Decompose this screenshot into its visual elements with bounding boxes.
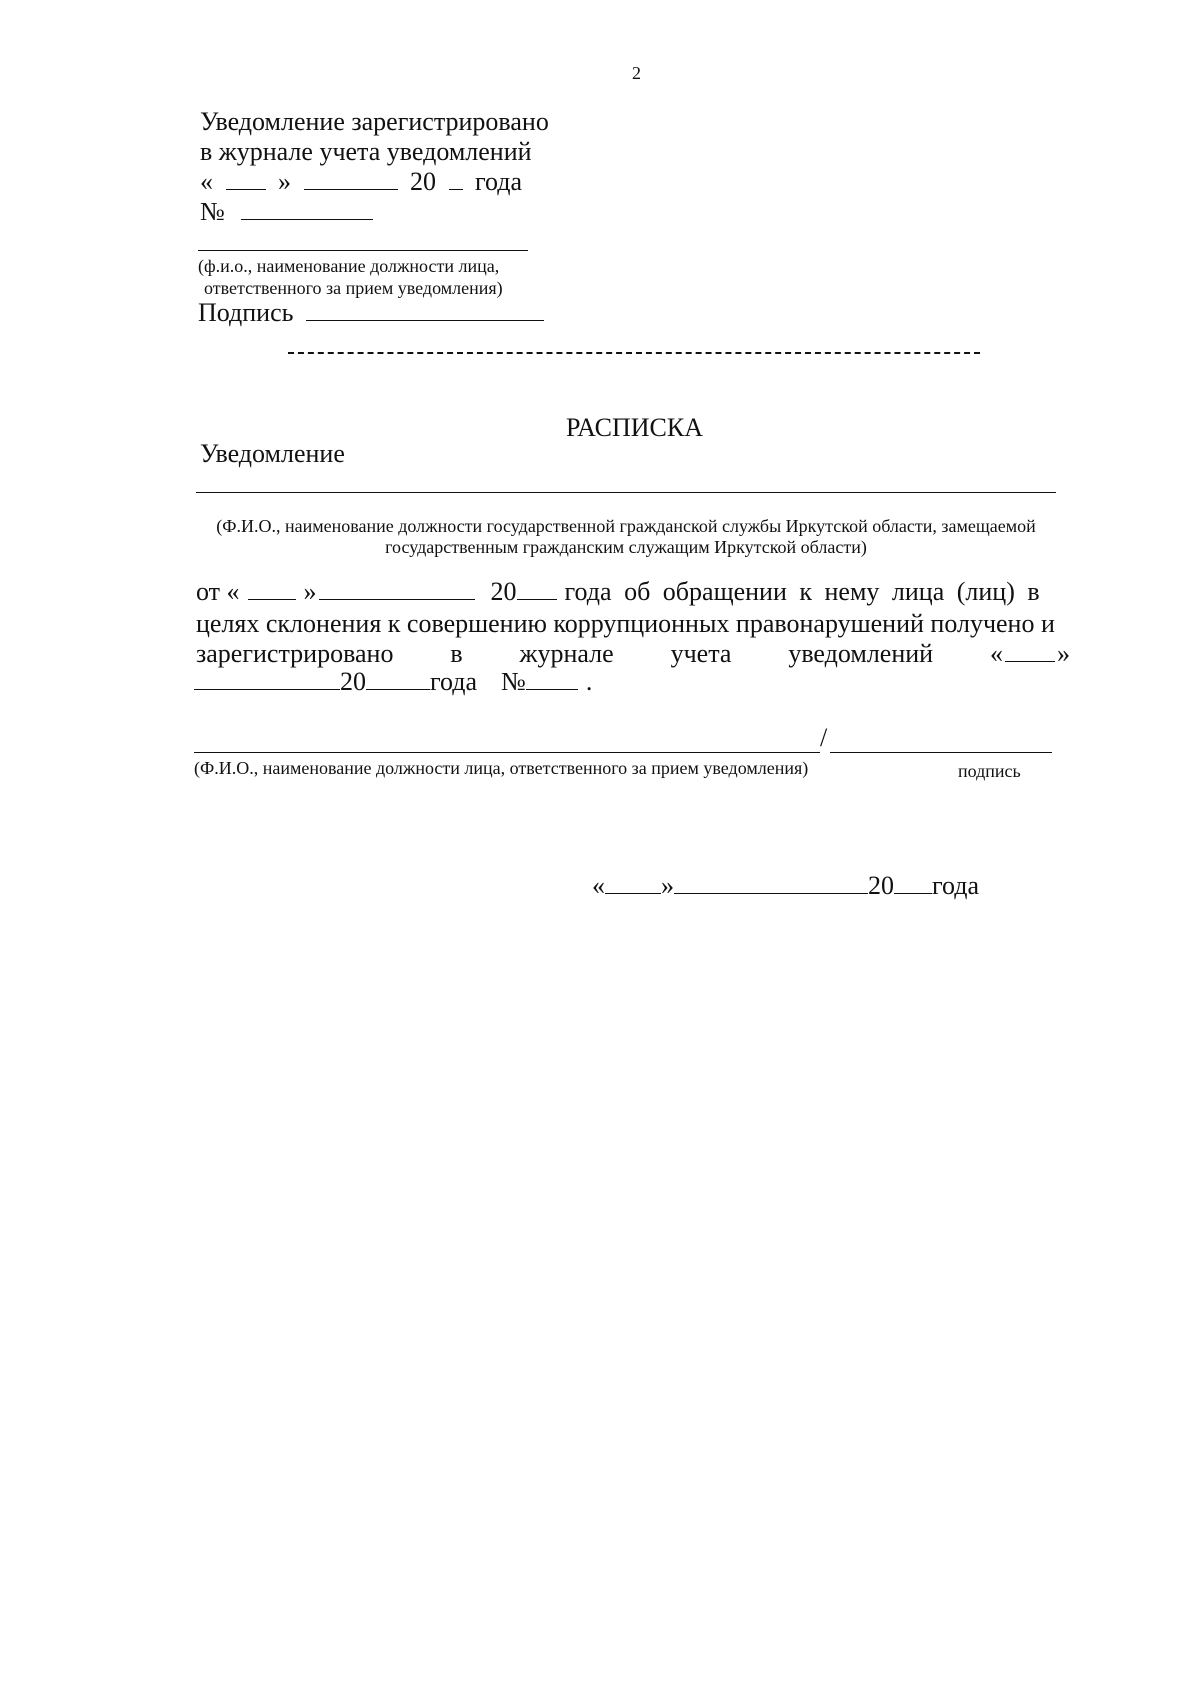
year-prefix: 20 [410,167,436,196]
body-from: от « [196,577,240,606]
signature-label: Подпись [198,298,294,327]
body-line4-goda: года [430,667,478,696]
body-line-4 [194,666,592,698]
body-line4-end: . [585,667,593,696]
responsible-signature-line[interactable] [830,752,1052,753]
final-month-field[interactable] [674,871,868,894]
body-line3-open-quote: « [989,639,1003,668]
final-year: 20 [868,871,894,900]
body-line4-number-sign: № [501,667,526,696]
year-field[interactable] [449,167,463,190]
cut-line [288,352,980,354]
body-day-field[interactable] [248,577,296,600]
responsible-caption-1: (ф.и.о., наименование должности лица, [198,256,500,276]
body-year: 20 [490,577,517,606]
receipt-title: РАСПИСКА [566,413,703,442]
responsible-name-line[interactable] [198,250,528,251]
signature-caption: подпись [958,761,1021,781]
body-line-2: целях склонения к совершению коррупционных правонарушений получено и [196,609,1055,638]
number-sign: № [200,197,225,226]
date-open-quote: « [200,167,213,196]
body-month-field[interactable] [319,577,475,600]
page-number: 2 [632,63,641,83]
responsible-caption: (Ф.И.О., наименование должности лица, ответственного за прием уведомления) [194,758,809,778]
position-caption-1: (Ф.И.О., наименование должности государственной гражданской службы Иркутской области, замещаемой [216,516,1036,536]
final-open-quote: « [592,871,605,900]
date-close-quote: » [278,167,291,196]
signature-field[interactable] [306,298,544,321]
body-word-registered: зарегистрировано [196,639,394,668]
body-word-notices: уведомлений [788,639,934,668]
body-line3-date [990,638,1070,670]
slash-separator: / [820,723,828,752]
final-day-field[interactable] [605,871,661,894]
signature-row [198,297,544,329]
body-line3-close-quote: » [1056,639,1070,668]
body-word-journal: журнале [519,639,614,668]
body-line4-year-field[interactable] [366,667,430,690]
year-suffix: года [475,167,523,196]
body-line-1 [196,576,1070,608]
body-line4-year: 20 [340,667,366,696]
notice-position-line[interactable] [196,492,1056,493]
position-caption-2: государственным гражданским служащим Иркутской области) [385,537,867,557]
final-goda: года [932,871,980,900]
responsible-fio-line[interactable] [194,752,820,753]
registration-date-row [200,166,522,198]
final-date-row [592,870,979,902]
body-close-quote: » [303,577,317,606]
body-word-accounting: учета [670,639,732,668]
body-line4-month-field[interactable] [194,667,340,690]
final-close-quote: » [661,871,674,900]
body-year-field[interactable] [517,577,557,600]
body-line3-day-field[interactable] [1005,639,1055,662]
month-field[interactable] [304,167,398,190]
registration-line-1: Уведомление зарегистрировано [200,107,549,136]
notice-label: Уведомление [200,439,345,468]
registration-line-2: в журнале учета уведомлений [200,137,532,166]
body-rest-1: года об обращении к нему лица (лиц) в [564,577,1040,606]
final-year-field[interactable] [894,871,932,894]
responsible-caption-2: ответственного за прием уведомления) [204,278,503,298]
registration-number-row [200,196,373,228]
day-field[interactable] [226,167,266,190]
registration-number-field[interactable] [241,197,373,220]
body-line4-number-field[interactable] [526,667,578,690]
body-word-in: в [450,639,463,668]
